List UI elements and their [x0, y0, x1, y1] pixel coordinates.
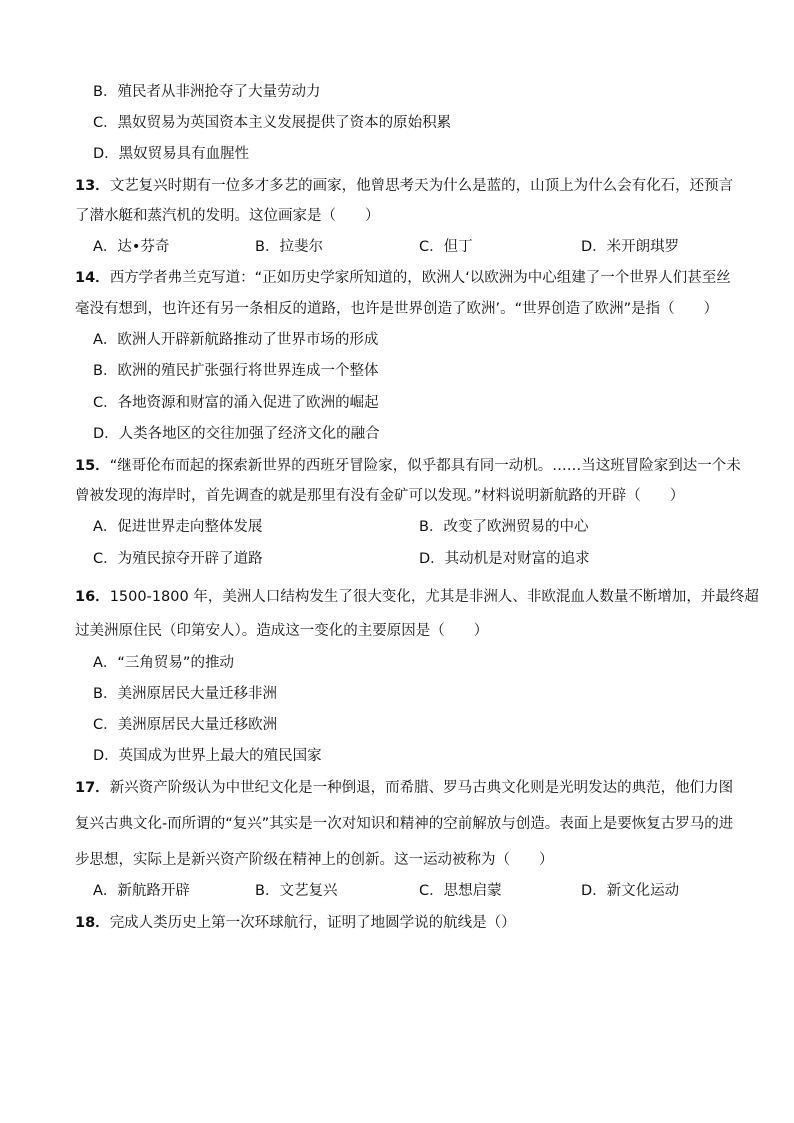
option-d: D．英国成为世界上最大的殖民国家	[93, 748, 322, 764]
question-number: 18．	[75, 915, 110, 931]
option-d: D．其动机是对财富的追求	[419, 551, 590, 567]
option-d: D．人类各地区的交往加强了经济文化的融合	[93, 426, 380, 442]
question-text: 完成人类历史上第一次环球航行，证明了地圆学说的航线是（）	[109, 915, 516, 931]
option-b: B．殖民者从非洲抢夺了大量劳动力	[93, 84, 321, 100]
option-b: B．改变了欧洲贸易的中心	[419, 519, 589, 535]
option-a: A．促进世界走向整体发展	[93, 519, 263, 535]
option-d: D．米开朗琪罗	[581, 239, 680, 255]
question-text: 文艺复兴时期有一位多才多艺的画家，他曾思考天为什么是蓝的，山顶上为什么会有化石，还预言	[109, 178, 734, 194]
question-number: 14．	[75, 270, 110, 286]
question-14-line-2: 毫没有想到，也许还有另一条相反的道路，也许是世界创造了欧洲’。“世界创造了欧洲”是指（ ）	[75, 301, 719, 317]
option-a: A．达•芬奇	[93, 239, 170, 255]
option-c: C．黑奴贸易为英国资本主义发展提供了资本的原始积累	[93, 115, 452, 131]
option-c: C．为殖民掠夺开辟了道路	[93, 551, 263, 567]
question-number: 17．	[75, 780, 110, 796]
question-13-line-2: 了潜水艇和蒸汽机的发明。这位画家是（ ）	[75, 208, 380, 224]
option-c: C．思想启蒙	[419, 883, 502, 899]
question-17-line-1	[75, 778, 733, 798]
question-number: 15．	[75, 458, 110, 474]
option-a: A．“三角贸易”的推动	[93, 655, 234, 671]
question-text: 新兴资产阶级认为中世纪文化是一种倒退，而希腊、罗马古典文化则是光明发达的典范，他们力图	[109, 780, 734, 796]
question-number: 13．	[75, 178, 110, 194]
question-15-line-2: 曾被发现的海岸时，首先调查的就是那里有没有金矿可以发现。”材料说明新航路的开辟（ ）	[75, 488, 685, 504]
question-text: 西方学者弗兰克写道：“正如历史学家所知道的，欧洲人‘以欧洲为中心组建了一个世界人们甚至丝	[109, 270, 731, 286]
option-b: B．美洲原居民大量迁移非洲	[93, 686, 277, 702]
option-a: A．新航路开辟	[93, 883, 190, 899]
question-number: 16．	[75, 589, 110, 605]
option-b: B．欧洲的殖民扩张强行将世界连成一个整体	[93, 363, 379, 379]
question-18-line-1	[75, 913, 516, 933]
question-13-line-1	[75, 176, 733, 196]
option-c: C．美洲原居民大量迁移欧洲	[93, 717, 278, 733]
question-15-line-1	[75, 456, 741, 476]
question-text: 1500-1800 年，美洲人口结构发生了很大变化，尤其是非洲人、非欧混血人数量不断增加，并最终超	[109, 589, 759, 605]
option-d: D．新文化运动	[581, 883, 680, 899]
option-c: C．各地资源和财富的涌入促进了欧洲的崛起	[93, 395, 379, 411]
question-text: “继哥伦布而起的探索新世界的西班牙冒险家，似乎都具有同一动机。……当这班冒险家到达一个未	[109, 458, 741, 474]
question-17-line-2: 复兴古典文化-而所谓的“复兴”其实是一次对知识和精神的空前解放与创造。表面上是要恢复古罗马的进	[75, 816, 734, 832]
option-c: C．但丁	[419, 239, 473, 255]
option-b: B．文艺复兴	[255, 883, 338, 899]
option-a: A．欧洲人开辟新航路推动了世界市场的形成	[93, 332, 379, 348]
question-17-line-3: 步思想，实际上是新兴资产阶级在精神上的创新。这一运动被称为（ ）	[75, 852, 554, 868]
question-16-line-2: 过美洲原住民（印第安人）。造成这一变化的主要原因是（ ）	[75, 623, 489, 639]
option-d: D．黑奴贸易具有血腥性	[93, 146, 250, 162]
question-14-line-1	[75, 268, 731, 288]
question-16-line-1	[75, 587, 759, 607]
option-b: B．拉斐尔	[255, 239, 323, 255]
